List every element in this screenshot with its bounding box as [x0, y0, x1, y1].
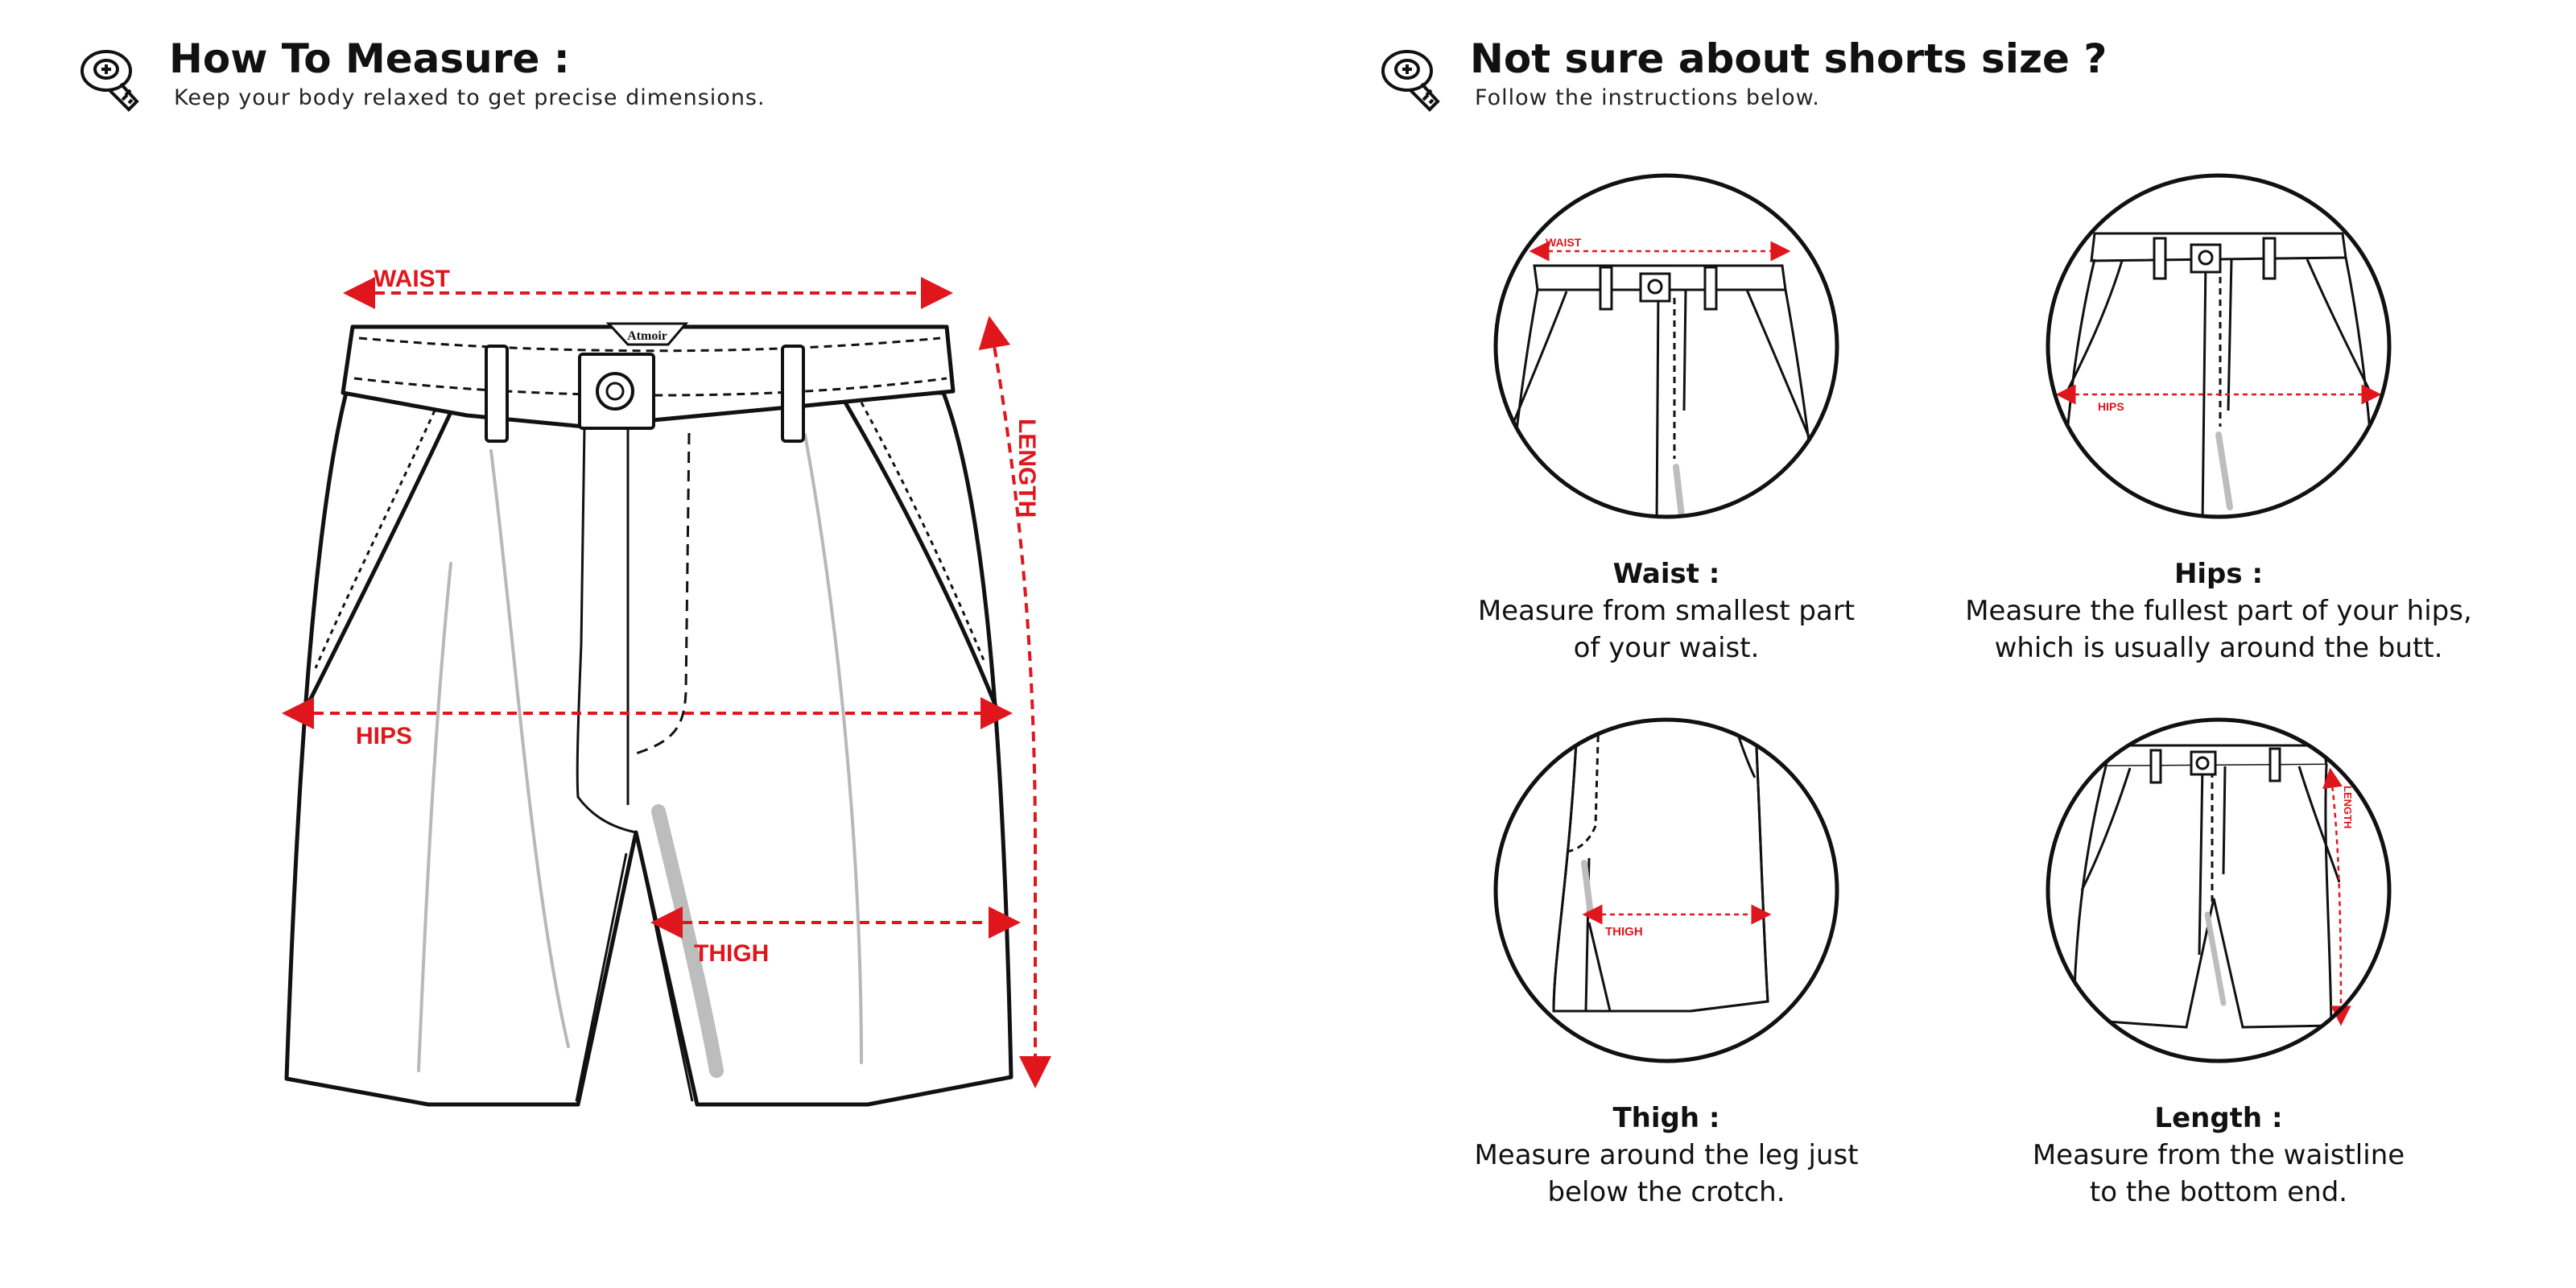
length-card-label: LENGTH — [2342, 786, 2354, 829]
waist-caption — [1425, 555, 1908, 667]
brand-label: Atmoir — [627, 329, 667, 343]
how-to-measure-title: How To Measure : — [169, 35, 570, 82]
hips-caption — [1937, 555, 2500, 667]
length-caption-title: Length : — [2154, 1102, 2283, 1134]
hips-caption-line1: Measure the fullest part of your hips, — [1965, 595, 2472, 627]
length-circle-illustration — [2041, 713, 2396, 1067]
measuring-tape-icon-right — [1378, 45, 1446, 118]
length-label: LENGTH — [1013, 419, 1040, 518]
thigh-label: THIGH — [694, 940, 770, 967]
waist-card-label: WAIST — [1546, 236, 1582, 249]
waist-caption-line2: of your waist. — [1573, 632, 1760, 664]
waist-caption-title: Waist : — [1612, 558, 1720, 590]
waist-circle-illustration — [1489, 169, 1843, 523]
length-caption-line1: Measure from the waistline — [2032, 1139, 2405, 1171]
shorts-measurement-diagram — [0, 0, 1127, 1288]
hips-card-label: HIPS — [2098, 400, 2124, 413]
waist-label: WAIST — [374, 266, 450, 292]
thigh-caption-title: Thigh : — [1612, 1102, 1720, 1134]
thigh-caption-line2: below the crotch. — [1547, 1176, 1785, 1208]
how-to-measure-subtitle: Keep your body relaxed to get precise dimensions. — [174, 85, 766, 110]
waist-caption-line1: Measure from smallest part — [1477, 595, 1856, 627]
length-caption-line2: to the bottom end. — [2089, 1176, 2348, 1208]
thigh-caption — [1425, 1100, 1908, 1211]
hips-caption-title: Hips : — [2174, 558, 2264, 590]
thigh-circle-illustration — [1489, 713, 1843, 1067]
thigh-caption-line1: Measure around the leg just — [1474, 1139, 1859, 1171]
hips-circle-illustration — [2041, 169, 2396, 523]
hips-caption-line2: which is usually around the butt. — [1994, 632, 2443, 664]
shorts-size-title: Not sure about shorts size ? — [1470, 35, 2107, 82]
length-caption — [1977, 1100, 2460, 1211]
shorts-size-subtitle: Follow the instructions below. — [1475, 85, 1820, 110]
hips-label: HIPS — [356, 723, 413, 749]
thigh-card-label: THIGH — [1605, 925, 1643, 939]
